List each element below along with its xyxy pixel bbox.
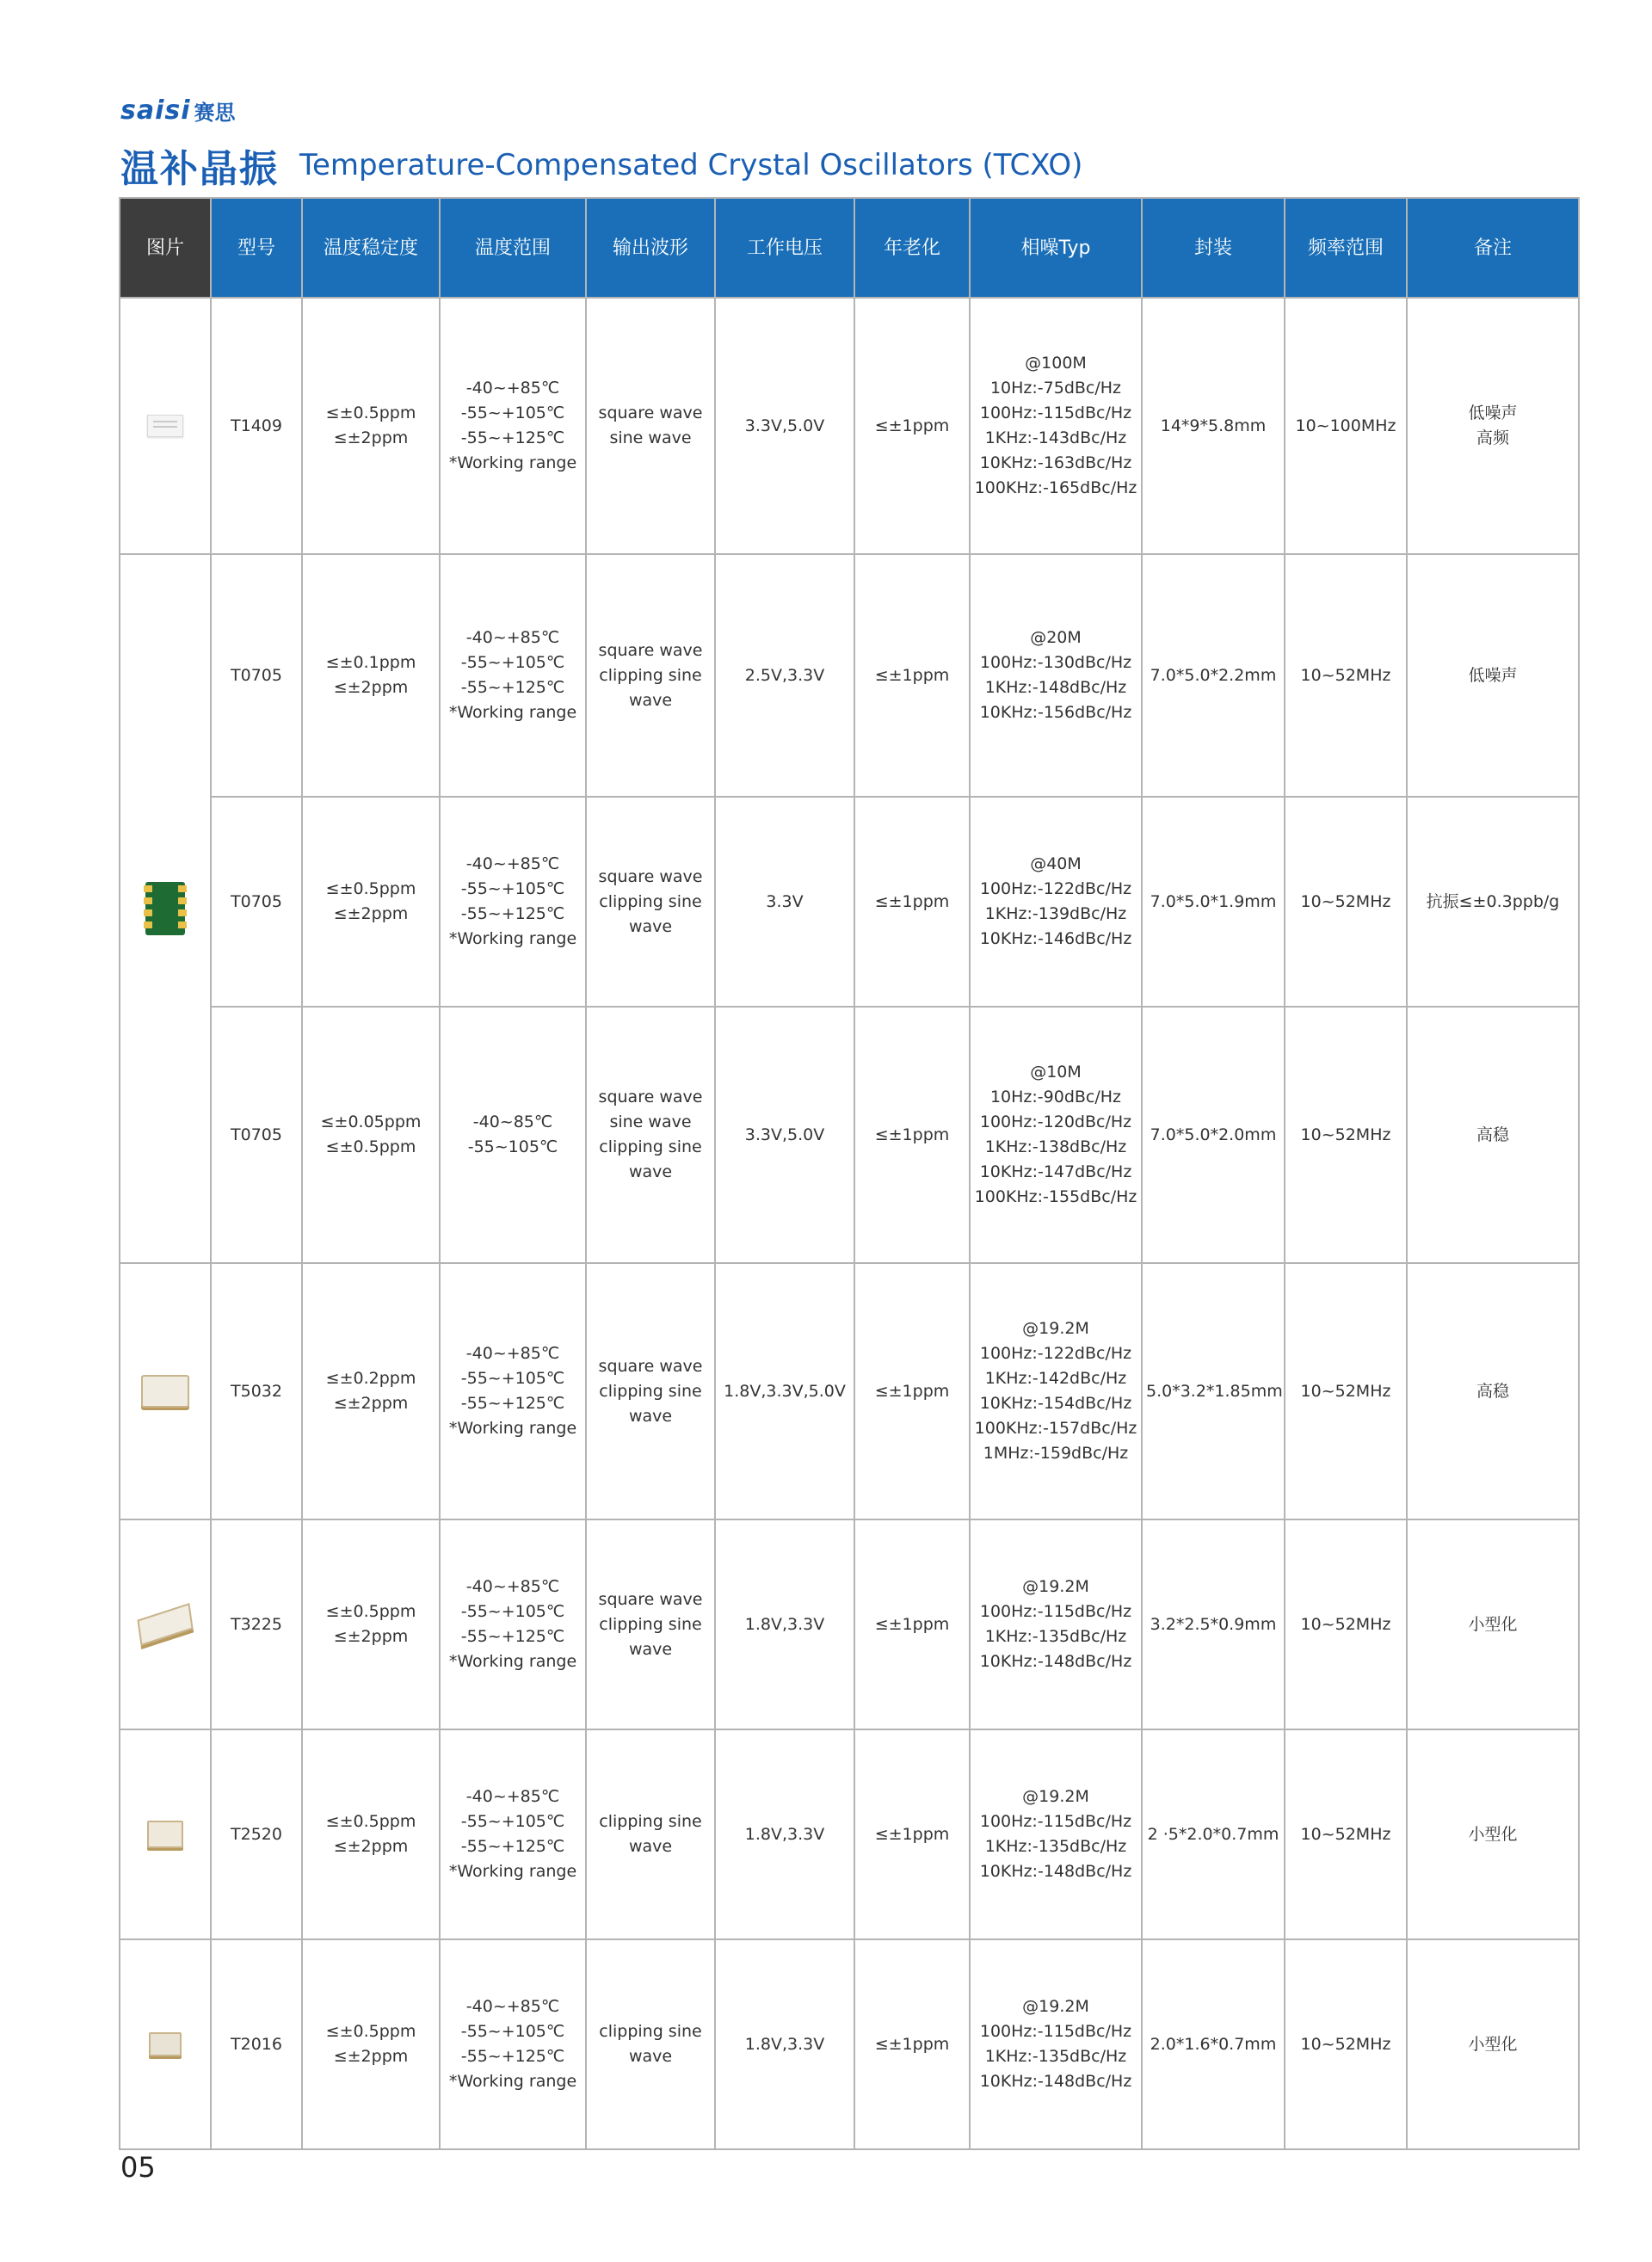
phase-noise-cell [970,1519,1142,1729]
model-cell: T2016 [211,1939,302,2149]
cell-line: -55~+105℃ [460,2022,565,2041]
table-row [120,1939,1579,2149]
image-cell [120,554,211,1263]
cell-line: -55~+125℃ [460,678,565,697]
package-cell: 2.0*1.6*0.7mm [1142,1939,1285,2149]
cell-line: @100M [1025,354,1087,373]
remarks-cell [1407,1263,1579,1519]
cell-line: 10KHz:-146dBc/Hz [979,929,1132,948]
cell-line: wave [628,1837,673,1856]
cell-line: @20M [1030,628,1082,647]
cell-line: @19.2M [1022,1787,1089,1806]
cell-line: -55~+105℃ [460,879,565,898]
cell-line: 1KHz:-135dBc/Hz [984,1627,1127,1646]
aging-cell: ≤±1ppm [854,1519,970,1729]
cell-line: 100Hz:-122dBc/Hz [979,1344,1132,1363]
cell-line: -40~85℃ [472,1113,553,1131]
cell-line: -55~+125℃ [460,904,565,923]
cell-line: 100KHz:-155dBc/Hz [974,1187,1137,1206]
cell-line: square wave [598,1356,703,1376]
cell-line: 100KHz:-157dBc/Hz [974,1419,1137,1438]
page-title-en: Temperature-Compensated Crystal Oscillators (TCXO) [299,148,1083,182]
phase-noise-cell [970,298,1142,554]
cell-line: -40~+85℃ [465,1577,560,1596]
gold-pad [178,909,187,916]
freq-range-cell: 10~52MHz [1285,554,1407,797]
cell-line: 1KHz:-148dBc/Hz [984,678,1127,697]
phase-noise-cell [970,797,1142,1007]
header-waveform: 输出波形 [586,198,715,298]
stability-cell [302,1729,440,1939]
voltage-cell: 2.5V,3.3V [715,554,854,797]
gold-pad [178,885,187,892]
phase-noise-cell [970,1939,1142,2149]
cell-line: 10KHz:-147dBc/Hz [979,1162,1132,1181]
freq-range-cell: 10~52MHz [1285,1729,1407,1939]
cell-line: -40~+85℃ [465,379,560,398]
image-cell [120,1939,211,2149]
cell-line: @19.2M [1022,1997,1089,2016]
cell-line: 1KHz:-135dBc/Hz [984,2047,1127,2066]
cell-line: square wave [598,866,703,886]
gold-pad [178,897,187,904]
header-freq-range: 频率范围 [1285,198,1407,298]
remarks-cell [1407,1939,1579,2149]
header-image: 图片 [120,198,211,298]
table-row [120,1007,1579,1263]
cell-line: ≤±0.2ppm [325,1369,416,1388]
cell-line: 100Hz:-115dBc/Hz [979,1812,1132,1831]
cell-line: @10M [1030,1063,1082,1082]
cell-line: 10KHz:-148dBc/Hz [979,2072,1132,2091]
cell-line: 10KHz:-163dBc/Hz [979,453,1132,472]
cell-line: -40~+85℃ [465,1787,560,1806]
cell-line: 1KHz:-142dBc/Hz [984,1369,1127,1388]
cell-line: -40~+85℃ [465,1997,560,2016]
cell-line: ≤±0.5ppm [325,1137,416,1156]
cell-line: @40M [1030,854,1082,873]
package-cell: 14*9*5.8mm [1142,298,1285,554]
cell-line: 10KHz:-156dBc/Hz [979,703,1132,722]
remarks-cell [1407,554,1579,797]
phase-noise-cell [970,554,1142,797]
table-row [120,554,1579,797]
waveform-cell [586,1263,715,1519]
voltage-cell: 3.3V,5.0V [715,1007,854,1263]
brand-name-cn: 赛思 [194,100,236,125]
cell-line: -55~+105℃ [460,404,565,422]
cell-line: wave [628,690,673,710]
cell-line: 小型化 [1468,2034,1518,2054]
cell-line: clipping sine [599,891,702,911]
table-header-row [120,198,1579,298]
page-title-cn: 温补晶振 [120,147,279,191]
waveform-cell [586,1729,715,1939]
package-cell: 7.0*5.0*2.0mm [1142,1007,1285,1263]
cell-line: ≤±2ppm [333,1837,409,1856]
ceramic-oscillator-image [141,1375,189,1408]
cell-line: clipping sine [599,2022,702,2041]
phase-noise-cell [970,1007,1142,1263]
cell-line: 10KHz:-148dBc/Hz [979,1652,1132,1671]
cell-line: 100Hz:-130dBc/Hz [979,653,1132,672]
package-cell: 7.0*5.0*2.2mm [1142,554,1285,797]
stability-cell [302,1007,440,1263]
cell-line: 1KHz:-139dBc/Hz [984,904,1127,923]
cell-line: ≤±2ppm [333,2047,409,2066]
freq-range-cell: 10~100MHz [1285,298,1407,554]
aging-cell: ≤±1ppm [854,1939,970,2149]
ceramic-oscillator-image [149,2032,182,2056]
cell-line: *Working range [448,2072,577,2091]
cell-line: 10KHz:-148dBc/Hz [979,1862,1132,1881]
cell-line: 低噪声 [1468,404,1518,422]
model-cell: T2520 [211,1729,302,1939]
package-cell: 5.0*3.2*1.85mm [1142,1263,1285,1519]
freq-range-cell: 10~52MHz [1285,797,1407,1007]
temp-range-cell [440,298,586,554]
cell-line: clipping sine [599,665,702,685]
waveform-cell [586,797,715,1007]
waveform-cell [586,298,715,554]
gold-pad [178,921,187,928]
header-package: 封装 [1142,198,1285,298]
cell-line: -55~+125℃ [460,2047,565,2066]
cell-line: ≤±2ppm [333,1627,409,1646]
package-cell: 2 ·5*2.0*0.7mm [1142,1729,1285,1939]
stability-cell [302,1939,440,2149]
cell-line: 小型化 [1468,1614,1518,1634]
cell-line: *Working range [448,1419,577,1438]
image-cell [120,1729,211,1939]
page-number: 05 [120,2151,156,2184]
table-row [120,298,1579,554]
aging-cell: ≤±1ppm [854,1263,970,1519]
cell-line: clipping sine [599,1137,702,1156]
cell-line: ≤±0.05ppm [320,1113,422,1131]
cell-line: -55~+125℃ [460,1837,565,1856]
cell-line: ≤±0.5ppm [325,879,416,898]
cell-line: clipping sine [599,1381,702,1401]
model-cell: T1409 [211,298,302,554]
ceramic-oscillator-image [137,1603,193,1646]
cell-line: ≤±0.5ppm [325,1602,416,1621]
header-stability: 温度稳定度 [302,198,440,298]
waveform-cell [586,1007,715,1263]
page-title [120,139,1082,191]
header-phase-noise: 相噪Typ [970,198,1142,298]
package-cell: 3.2*2.5*0.9mm [1142,1519,1285,1729]
cell-line: 小型化 [1468,1824,1518,1844]
cell-line: 10Hz:-75dBc/Hz [989,379,1122,398]
freq-range-cell: 10~52MHz [1285,1007,1407,1263]
aging-cell: ≤±1ppm [854,298,970,554]
gold-pad [144,897,152,904]
remarks-cell [1407,797,1579,1007]
cell-line: square wave [598,1589,703,1609]
remarks-cell [1407,298,1579,554]
gold-pad [144,921,152,928]
temp-range-cell [440,1007,586,1263]
cell-line: clipping sine [599,1614,702,1634]
cell-line: ≤±0.5ppm [325,1812,416,1831]
brand-logo [120,93,236,127]
model-cell: T3225 [211,1519,302,1729]
temp-range-cell [440,554,586,797]
cell-line: ≤±2ppm [333,904,409,923]
temp-range-cell [440,797,586,1007]
phase-noise-cell [970,1263,1142,1519]
table-row [120,797,1579,1007]
cell-line: *Working range [448,703,577,722]
cell-line: sine wave [609,1113,692,1131]
cell-line: 高频 [1476,428,1509,447]
gold-pad [144,909,152,916]
cell-line: 100Hz:-115dBc/Hz [979,404,1132,422]
model-cell: T0705 [211,1007,302,1263]
cell-line: square wave [598,404,703,422]
cell-line: *Working range [448,1862,577,1881]
cell-line: 10KHz:-154dBc/Hz [979,1394,1132,1413]
table-row [120,1263,1579,1519]
gold-pad [144,885,152,892]
remarks-cell [1407,1729,1579,1939]
cell-line: square wave [598,1088,703,1106]
aging-cell: ≤±1ppm [854,1729,970,1939]
model-cell: T5032 [211,1263,302,1519]
aging-cell: ≤±1ppm [854,1007,970,1263]
cell-line: 抗振≤±0.3ppb/g [1426,891,1560,911]
cell-line: 高稳 [1476,1125,1509,1144]
cell-line: *Working range [448,1652,577,1671]
cell-line: -55~+105℃ [460,1812,565,1831]
cell-line: -40~+85℃ [465,1344,560,1363]
cell-line: ≤±2ppm [333,678,409,697]
cell-line: 1KHz:-138dBc/Hz [984,1137,1127,1156]
table-row [120,1519,1579,1729]
aging-cell: ≤±1ppm [854,797,970,1007]
header-remarks: 备注 [1407,198,1579,298]
cell-line: square wave [598,640,703,660]
cell-line: 100KHz:-165dBc/Hz [974,478,1137,497]
freq-range-cell: 10~52MHz [1285,1519,1407,1729]
cell-line: -55~+125℃ [460,1627,565,1646]
cell-line: -55~+125℃ [460,428,565,447]
cell-line: @19.2M [1022,1577,1089,1596]
cell-line: 100Hz:-115dBc/Hz [979,1602,1132,1621]
cell-line: -55~+105℃ [460,1602,565,1621]
image-cell [120,1519,211,1729]
remarks-cell [1407,1007,1579,1263]
temp-range-cell [440,1263,586,1519]
table-row [120,1729,1579,1939]
aging-cell: ≤±1ppm [854,554,970,797]
cell-line: 100Hz:-122dBc/Hz [979,879,1132,898]
voltage-cell: 1.8V,3.3V [715,1519,854,1729]
cell-line: wave [628,2047,673,2066]
cell-line: 100Hz:-115dBc/Hz [979,2022,1132,2041]
cell-line: wave [628,1162,673,1181]
phase-noise-cell [970,1729,1142,1939]
header-model: 型号 [211,198,302,298]
cell-line: 高稳 [1476,1381,1509,1401]
freq-range-cell: 10~52MHz [1285,1263,1407,1519]
label-line [153,421,177,422]
brand-name-en: saisi [120,95,191,126]
cell-line: 1KHz:-143dBc/Hz [984,428,1127,447]
cell-line: ≤±0.1ppm [325,653,416,672]
cell-line: ≤±0.5ppm [325,404,416,422]
cell-line: 100Hz:-120dBc/Hz [979,1113,1132,1131]
cell-line: wave [628,916,673,936]
cell-line: -55~+125℃ [460,1394,565,1413]
freq-range-cell: 10~52MHz [1285,1939,1407,2149]
cell-line: *Working range [448,453,577,472]
cell-line: sine wave [609,428,692,447]
cell-line: -40~+85℃ [465,854,560,873]
cell-line: ≤±2ppm [333,428,409,447]
cell-line: wave [628,1639,673,1659]
cell-line: -55~+105℃ [460,653,565,672]
voltage-cell: 3.3V [715,797,854,1007]
cell-line: -55~105℃ [467,1137,558,1156]
package-cell: 7.0*5.0*1.9mm [1142,797,1285,1007]
temp-range-cell [440,1939,586,2149]
model-cell: T0705 [211,554,302,797]
image-cell [120,298,211,554]
cell-line: @19.2M [1022,1319,1089,1338]
model-cell: T0705 [211,797,302,1007]
stability-cell [302,298,440,554]
stability-cell [302,1263,440,1519]
cell-line: 1MHz:-159dBc/Hz [983,1444,1129,1463]
cell-line: wave [628,1406,673,1426]
white-oscillator-image [147,415,183,437]
waveform-cell [586,1519,715,1729]
tcxo-spec-table [119,197,1580,2150]
cell-line: -40~+85℃ [465,628,560,647]
temp-range-cell [440,1519,586,1729]
cell-line: clipping sine [599,1812,702,1831]
image-cell [120,1263,211,1519]
voltage-cell: 1.8V,3.3V,5.0V [715,1263,854,1519]
ceramic-oscillator-image [147,1821,183,1848]
voltage-cell: 1.8V,3.3V [715,1729,854,1939]
temp-range-cell [440,1729,586,1939]
cell-line: -55~+105℃ [460,1369,565,1388]
stability-cell [302,554,440,797]
cell-line: *Working range [448,929,577,948]
voltage-cell: 3.3V,5.0V [715,298,854,554]
remarks-cell [1407,1519,1579,1729]
label-line [153,426,177,428]
cell-line: ≤±0.5ppm [325,2022,416,2041]
waveform-cell [586,1939,715,2149]
voltage-cell: 1.8V,3.3V [715,1939,854,2149]
green-oscillator-image [145,882,185,935]
cell-line: 低噪声 [1468,665,1518,685]
header-voltage: 工作电压 [715,198,854,298]
stability-cell [302,797,440,1007]
header-aging: 年老化 [854,198,970,298]
stability-cell [302,1519,440,1729]
cell-line: 10Hz:-90dBc/Hz [989,1088,1122,1106]
cell-line: ≤±2ppm [333,1394,409,1413]
header-temp-range: 温度范围 [440,198,586,298]
waveform-cell [586,554,715,797]
cell-line: 1KHz:-135dBc/Hz [984,1837,1127,1856]
